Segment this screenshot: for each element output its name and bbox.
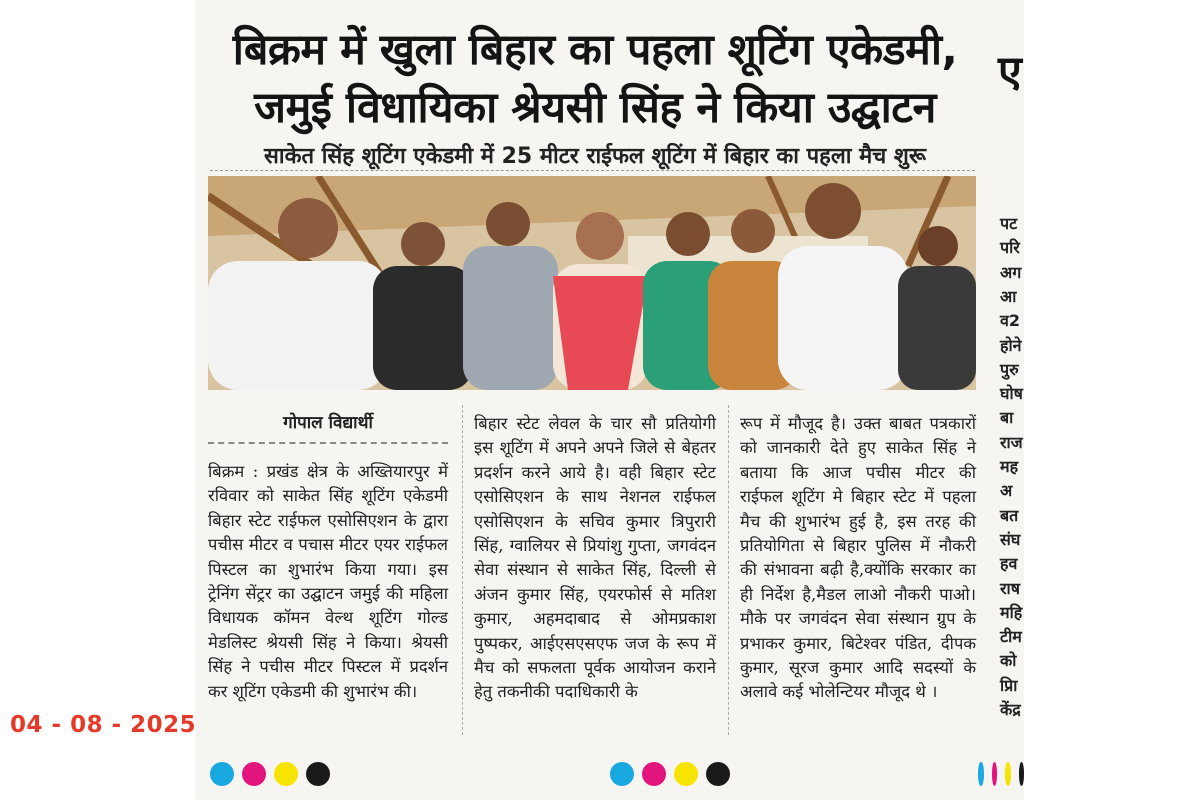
left-margin xyxy=(0,0,195,800)
registration-dot xyxy=(642,762,666,786)
registration-dot xyxy=(992,762,998,786)
side-column-word: प्राि xyxy=(1000,675,1018,695)
side-column-word: मह xyxy=(1000,457,1019,476)
registration-dots-left xyxy=(210,762,330,786)
side-column-word: पुरु xyxy=(1000,359,1019,379)
registration-dot xyxy=(706,762,730,786)
side-column-word: अग xyxy=(1000,262,1022,282)
headline-line-1: बिक्रम में खुला बिहार का पहला शूटिंग एकेडमी, xyxy=(232,25,958,75)
byline: गोपाल विद्यार्थी xyxy=(283,413,373,433)
registration-dot xyxy=(610,762,634,786)
registration-dot xyxy=(1019,762,1025,786)
registration-dot xyxy=(242,762,266,786)
side-column-word: को xyxy=(1000,651,1017,671)
side-column-word: आ xyxy=(1000,286,1017,306)
article-column-3: रूप में मौजूद है। उक्त बाबत पत्रकारों को जानकारी देते हुए साकेत सिंह ने बताया कि आज पचीस मीटर की राईफल शूटिंग मे बिहार स्टेट में पहला मैच की शुभारंभ हुई है, इस तरह की प्रतियोगिता से बिहार पुलिस में नौकरी की संभावना बढ़ी है,क्योंकि सरकार का ही निर्देश है,मैडल लाओ नौकरी पाओ।मौके पर जगवंदन सेवा संस्थान ग्रुप के प्रभाकर कुमार, बिटेश्वर पंडित, दीपक कुमार, सूरज कुमार आदि सदस्यों के अलावे कई भोलेन्टियर मौजूद थे । xyxy=(740,414,976,702)
side-column-word: बा xyxy=(1000,408,1014,428)
side-column-word: राष xyxy=(1000,578,1020,598)
subheadline: साकेत सिंह शूटिंग एकेडमी में 25 मीटर राईफल शूटिंग में बिहार का पहला मैच शुरू xyxy=(264,144,926,169)
subheadline-rule xyxy=(210,170,975,171)
publication-date: 04 - 08 - 2025 xyxy=(10,712,197,738)
side-column-word: होने xyxy=(1000,335,1022,355)
side-column-word: संघ xyxy=(1000,529,1021,549)
side-column-heading: ए xyxy=(998,47,1022,97)
headline-line-2: जमुई विधायिका श्रेयसी सिंह ने किया उद्घाटन xyxy=(254,83,936,133)
article-column-1: बिक्रम : प्रखंड क्षेत्र के अख्तियारपुर में रविवार को साकेत सिंह शूटिंग एकेडमी बिहार स्टेट राईफल एसोसिएशन के द्वारा पचीस मीटर व पचास मीटर एयर राईफल पिस्टल का शुभारंभ किया गया। इस ट्रेनिंग सेंट्रर का उद्घाटन जमुई की महिला विधायक कॉमन वेल्थ शूटिंग गोल्ड मेडलिस्ट श्रेयसी सिंह ने किया। श्रेयसी सिंह ने पचीस मीटर पिस्टल में प्रदर्शन कर शूटिंग एकेडमी की शुभारंभ की। xyxy=(208,462,448,701)
column-separator xyxy=(728,405,729,735)
side-column-word: हव xyxy=(1000,554,1018,574)
side-column-word: महि xyxy=(1000,602,1023,622)
registration-dot xyxy=(1005,762,1011,786)
right-margin xyxy=(1024,0,1200,800)
registration-dot xyxy=(274,762,298,786)
side-column-word: बत xyxy=(1000,505,1019,525)
registration-dot xyxy=(674,762,698,786)
registration-dot xyxy=(306,762,330,786)
registration-dot xyxy=(978,762,984,786)
column-separator xyxy=(462,405,463,735)
side-column-word: घोष xyxy=(1000,384,1023,404)
byline-rule xyxy=(208,442,448,444)
registration-dots-center xyxy=(610,762,730,786)
side-column-word: टीम xyxy=(1000,627,1022,647)
group-photo-illustration xyxy=(208,176,976,390)
side-column-word: केंद्र xyxy=(1000,700,1021,719)
side-column-word: राज xyxy=(1000,432,1023,452)
side-column-word: पट xyxy=(1000,214,1018,233)
registration-dots-right xyxy=(978,762,1024,786)
news-photo xyxy=(208,176,976,390)
registration-dot xyxy=(210,762,234,786)
article-column-2: बिहार स्टेट लेवल के चार सौ प्रतियोगी इस शूटिंग में अपने अपने जिले से बेहतर प्रदर्शन करने आये है। वही बिहार स्टेट एसोसिएशन के साथ नेशनल राईफल एसोसिएशन के सचिव कुमार त्रिपुरारी सिंह, ग्वालियर से प्रियांशु गुप्ता, जगवंदन सेवा संस्थान से साकेत सिंह, दिल्ली से अंजन कुमार सिंह, एयरफोर्स से मतिश कुमार, अहमदाबाद से ओमप्रकाश पुष्पकर, आईएसएसएफ जज के रूप में मैच को सफलता पूर्वक आयोजन कराने हेतु तकनीकी पदाधिकारी के xyxy=(474,414,716,702)
side-column-word: व2 xyxy=(1000,311,1021,331)
side-column-word: परि xyxy=(1000,238,1020,258)
side-column-word: अ xyxy=(1000,481,1013,501)
